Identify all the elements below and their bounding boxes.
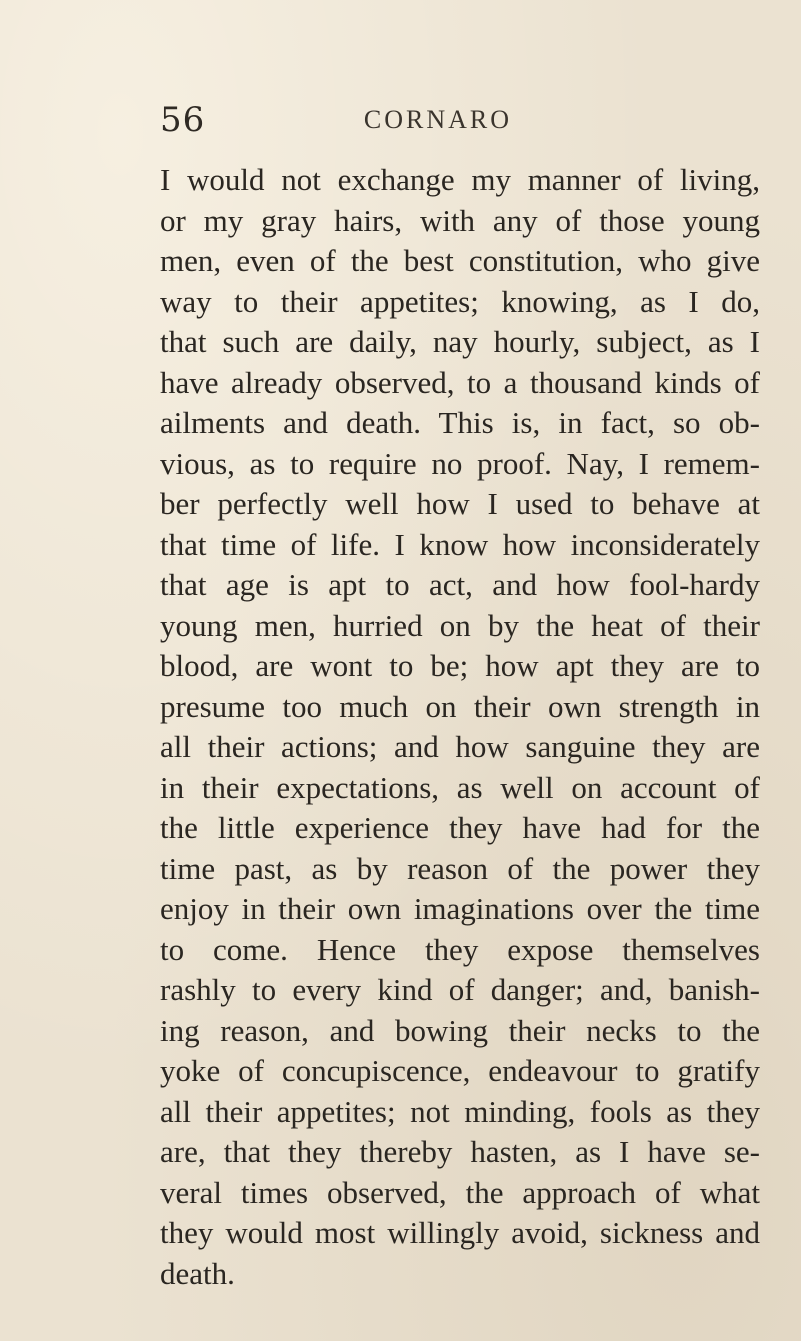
- text-line: enjoy in their own imaginations over the time: [160, 891, 760, 926]
- page-header: [160, 100, 720, 140]
- text-line: that such are daily, nay hourly, subject, as I: [160, 324, 760, 359]
- text-line: yoke of concupiscence, endeavour to gratify: [160, 1053, 760, 1088]
- text-line: all their actions; and how sanguine they are: [160, 729, 760, 764]
- running-head: CORNARO: [363, 105, 513, 134]
- text-line: they would most willingly avoid, sickness and: [160, 1215, 760, 1250]
- text-line: have already observed, to a thousand kinds of: [160, 364, 760, 400]
- text-line: vious, as to require no proof. Nay, I remem-: [160, 445, 760, 481]
- text-line: young men, hurried on by the heat of their: [160, 607, 760, 643]
- text-line: or my gray hairs, with any of those young: [160, 202, 760, 238]
- text-line: that time of life. I know how inconsiderately: [160, 526, 760, 562]
- text-line: to come. Hence they expose themselves: [160, 931, 760, 967]
- text-line: way to their appetites; knowing, as I do,: [160, 283, 760, 319]
- text-line: ailments and death. This is, in fact, so ob-: [160, 405, 760, 440]
- page-number: 56: [160, 100, 206, 140]
- text-line: all their appetites; not minding, fools as they: [160, 1093, 760, 1129]
- text-line: blood, are wont to be; how apt they are to: [160, 648, 760, 683]
- text-line: ber perfectly well how I used to behave at: [160, 486, 760, 521]
- text-line: men, even of the best constitution, who give: [160, 243, 760, 278]
- text-line: I would not exchange my manner of living,: [160, 162, 760, 197]
- text-line: rashly to every kind of danger; and, banish-: [160, 972, 760, 1007]
- text-line: death.: [160, 1255, 235, 1291]
- text-line: are, that they thereby hasten, as I have se-: [160, 1134, 760, 1169]
- text-line: time past, as by reason of the power they: [160, 850, 760, 886]
- text-line: veral times observed, the approach of what: [160, 1174, 760, 1210]
- text-line: in their expectations, as well on account of: [160, 769, 760, 805]
- text-line: that age is apt to act, and how fool-hardy: [160, 567, 760, 602]
- text-line: the little experience they have had for the: [160, 810, 760, 845]
- body-text: [160, 160, 760, 1294]
- text-line: ing reason, and bowing their necks to the: [160, 1012, 760, 1048]
- text-line: presume too much on their own strength in: [160, 688, 760, 724]
